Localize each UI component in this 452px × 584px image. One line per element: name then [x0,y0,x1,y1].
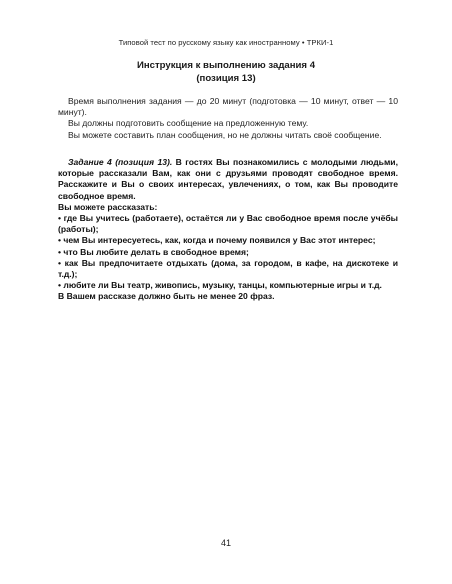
task-bullet: • как Вы предпочитаете отдыхать (дома, за городом, в кафе, на дискотеке и т.д.); [58,257,398,280]
task-block [58,157,398,303]
heading-title: Инструкция к выполнению задания 4 [136,60,316,71]
task-intro: В гостях Вы познакомились с молодыми людьми, которые рассказали Вам, как они с друзьями проводят свободное время. Расскажите и Вы о своих интересах, увлечениях, о том, как Вы проводите свободное время. [58,157,398,201]
heading-position: (позиция 13) [196,72,256,84]
instruction-topic: Вы должны подготовить сообщение на предложенную тему. [68,118,309,129]
task-bullet: • чем Вы интересуетесь, как, когда и почему появился у Вас этот интерес; [58,235,376,246]
instruction-plan: Вы можете составить план сообщения, но не должны читать своё сообщение. [68,129,382,140]
task-closing: В Вашем рассказе должно быть не менее 20 фраз. [58,291,275,302]
task-bullet: • что Вы любите делать в свободное время; [58,246,249,257]
page-number: 41 [220,538,231,548]
task-bullet: • любите ли Вы театр, живопись, музыку, танцы, компьютерные игры и т.д. [58,280,382,291]
instructions-block [58,96,398,141]
task-prompt: Вы можете рассказать: [58,201,158,212]
task-bullet: • где Вы учитесь (работаете), остаётся ли у Вас свободное время после учёбы (работы); [58,213,398,235]
task-intro-paragraph [58,157,398,202]
section-heading [0,60,452,85]
task-label: Задание 4 (позиция 13). [68,157,173,167]
instruction-time: Время выполнения задания — до 20 минут (подготовка — 10 минут, ответ — 10 минут). [58,96,398,118]
running-header: Типовой тест по русскому языку как иностранному • ТРКИ-1 [118,38,334,47]
